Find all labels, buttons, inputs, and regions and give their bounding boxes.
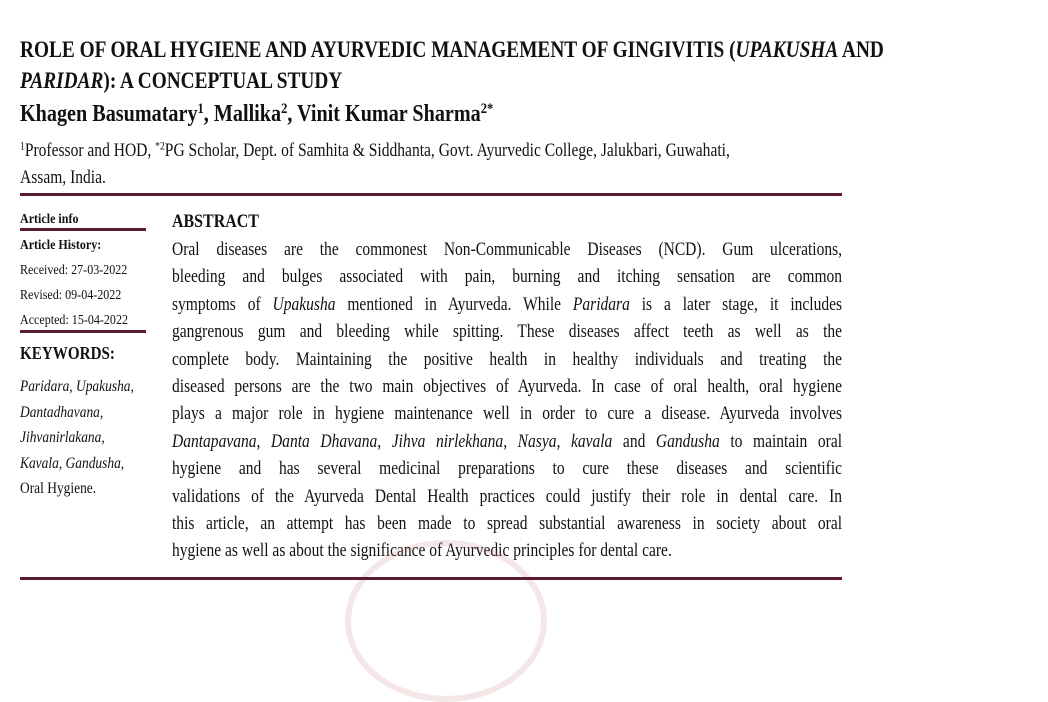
- watermark-seal: [345, 540, 547, 702]
- affiliation: $^1$Professor and HOD, $^{*2}$PG Scholar, Dept. of Samhita & Siddhanta, Govt. Ayurvedic College, Jalukbari, Guwahati, Assam, India.: [20, 140, 730, 188]
- revised-date: Revised: 09-04-2022: [20, 288, 122, 303]
- keyword-line: Paridara, Upakusha,: [20, 378, 134, 395]
- article-info-heading: Article info: [20, 212, 79, 227]
- keywords-list: [20, 374, 156, 502]
- keyword-line: Kavala, Gandusha,: [20, 454, 125, 472]
- paper-title: ROLE OF ORAL HYGIENE AND AYURVEDIC MANAGEMENT OF GINGIVITIS (UPAKUSHA AND PARIDAR): A CONCEPTUAL STUDY: [20, 37, 884, 93]
- abstract-body: Oral diseases are the commonest Non-Communicable Diseases (NCD). Gum ulcerations, bleeding and bulges associated with pain, burning and itching sensation are common symptoms of Upakusha mentioned in Ayurveda. While Paridara is a later stage, it includes gangrenous gum and bleeding while spitting. These diseases affect teeth as well as the complete body. Maintaining the positive health in healthy individuals and treating the diseased persons are the two main objectives of Ayurveda. In case of oral health, oral hygiene plays a major role in hygiene maintenance well in order to cure a disease. Ayurveda involves Dantapavana, Danta Dhavana, Jihva nirlekhana, Nasya, kavala and Gandusha to maintain oral hygiene and has several medicinal preparations to cure these diseases and scientific validations of the Ayurveda Dental Health practices could justify their role in dental care. In this article, an attempt has been made to spread substantial awareness in society about oral hygiene as well as about the significance of Ayurvedic principles for dental care.: [172, 240, 843, 562]
- author-name: Khagen Basumatary: [20, 101, 198, 127]
- received-date: Received: 27-03-2022: [20, 263, 128, 278]
- divider-article-info: [20, 228, 146, 231]
- keyword-line: Oral Hygiene.: [20, 480, 97, 497]
- author-name: Mallika: [213, 101, 282, 127]
- accepted-date: Accepted: 15-04-2022: [20, 313, 128, 328]
- keyword-line: Jihvanirlakana,: [20, 429, 105, 446]
- keywords-heading: KEYWORDS:: [20, 343, 115, 363]
- divider-top: [20, 193, 842, 196]
- divider-bottom: [20, 577, 842, 580]
- author-list: Khagen Basumatary$^1$, Mallika$^2$, Vinit Kumar Sharma$^{2*}$: [20, 100, 494, 127]
- author-name: Vinit Kumar Sharma: [297, 101, 481, 127]
- article-history-heading: Article History:: [20, 238, 102, 253]
- divider-article-history: [20, 330, 146, 333]
- keyword-line: Dantadhavana,: [20, 403, 104, 421]
- abstract-heading: ABSTRACT: [172, 211, 259, 232]
